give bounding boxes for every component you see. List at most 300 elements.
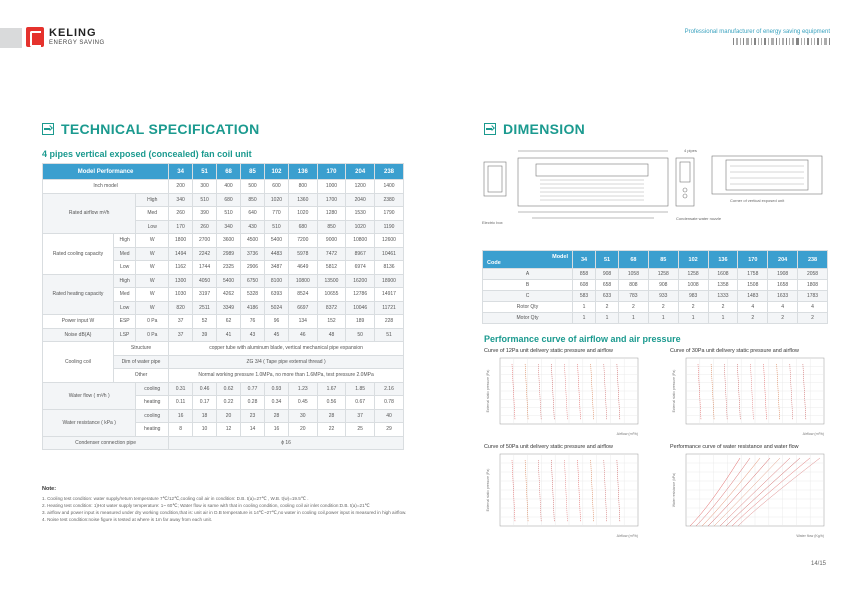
table-cell: 908 xyxy=(596,269,619,280)
table-cell: 2040 xyxy=(346,193,375,207)
table-row xyxy=(483,269,828,280)
barcode-stripe xyxy=(761,38,762,45)
table-cell: 8100 xyxy=(264,274,288,288)
note-item: 1. Cooling test condition: water supply/return temperature 7℃/12℃,cooling coil air in condition: D.B. t(a)=27℃ , W.B. t(w)=19.5℃ . xyxy=(42,495,309,501)
chart-title: Curve of 50Pa unit delivery static pressure and airflow xyxy=(484,444,613,450)
header-accent-bar xyxy=(0,28,22,48)
column-header: 85 xyxy=(648,251,678,269)
table-cell: 14917 xyxy=(375,288,404,302)
table-cell: 1258 xyxy=(678,269,708,280)
table-row xyxy=(43,382,404,396)
table-cell: Rated airflow m³/h xyxy=(43,193,136,234)
arrow-right-icon xyxy=(42,123,54,135)
table-cell: 0.62 xyxy=(217,382,241,396)
table-cell: 48 xyxy=(317,328,346,342)
curve-line xyxy=(617,460,620,522)
barcode-stripe xyxy=(764,38,766,45)
table-cell: 2700 xyxy=(193,234,217,248)
table-cell: 20 xyxy=(217,409,241,423)
table-cell: 28 xyxy=(264,409,288,423)
barcode-stripe xyxy=(821,38,822,45)
table-cell: 1258 xyxy=(648,269,678,280)
barcode-stripe xyxy=(792,38,794,45)
table-cell: 1020 xyxy=(288,207,317,221)
table-cell: 510 xyxy=(217,207,241,221)
table-cell: 37 xyxy=(169,315,193,329)
barcode-stripe xyxy=(801,38,802,45)
table-cell: 3349 xyxy=(217,301,241,315)
dimension-drawing xyxy=(480,146,830,238)
chart-50pa xyxy=(484,444,644,538)
table-cell: 10046 xyxy=(346,301,375,315)
table-cell: 633 xyxy=(596,291,619,302)
table-cell: 2380 xyxy=(375,193,404,207)
table-cell: ESP xyxy=(113,315,135,329)
table-cell: Med xyxy=(113,288,135,302)
table-cell: 1530 xyxy=(346,207,375,221)
curve-line xyxy=(698,364,701,420)
table-cell: 858 xyxy=(573,269,596,280)
table-cell: 300 xyxy=(193,180,217,194)
column-header: 170 xyxy=(738,251,768,269)
table-cell: 1000 xyxy=(317,180,346,194)
dimension-heading xyxy=(484,121,585,137)
table-cell: 1.85 xyxy=(346,382,375,396)
curve-line xyxy=(551,460,554,522)
table-cell: 0.34 xyxy=(264,396,288,410)
table-cell: 152 xyxy=(317,315,346,329)
table-cell: Med xyxy=(113,247,135,261)
barcode-stripe xyxy=(733,38,734,45)
table-cell: 1190 xyxy=(375,220,404,234)
barcode-stripe xyxy=(746,38,749,45)
axis-label: Airflow (m³/h) xyxy=(616,432,638,436)
table-cell: 5400 xyxy=(264,234,288,248)
table-cell: 260 xyxy=(169,207,193,221)
table-cell: 0.56 xyxy=(317,396,346,410)
column-header: 102 xyxy=(264,164,288,180)
table-cell: C xyxy=(483,291,573,302)
table-cell: 1783 xyxy=(798,291,828,302)
table-cell: Low xyxy=(136,220,169,234)
column-header: 238 xyxy=(798,251,828,269)
table-cell: 12 xyxy=(217,423,241,437)
table-cell: 808 xyxy=(619,280,649,291)
table-cell: 39 xyxy=(193,328,217,342)
table-cell: 134 xyxy=(288,315,317,329)
table-cell: 2325 xyxy=(217,261,241,275)
column-header: 238 xyxy=(375,164,404,180)
table-cell: 4262 xyxy=(217,288,241,302)
table-cell: 4 xyxy=(798,302,828,313)
table-cell: 37 xyxy=(346,409,375,423)
column-header: 51 xyxy=(596,251,619,269)
table-cell: 1162 xyxy=(169,261,193,275)
table-cell: 1.67 xyxy=(317,382,346,396)
table-cell: 37 xyxy=(169,328,193,342)
curve-line xyxy=(790,364,793,420)
table-cell: 0.28 xyxy=(241,396,265,410)
curve-line xyxy=(714,458,780,526)
table-cell: 820 xyxy=(169,301,193,315)
table-cell: High xyxy=(136,193,169,207)
table-cell: 1494 xyxy=(169,247,193,261)
table-cell: 1744 xyxy=(193,261,217,275)
table-cell: 10 xyxy=(193,423,217,437)
table-cell: 1030 xyxy=(169,288,193,302)
table-cell: 908 xyxy=(648,280,678,291)
table-row xyxy=(43,409,404,423)
barcode-stripe xyxy=(804,38,805,45)
table-cell: 510 xyxy=(264,220,288,234)
table-cell: Power input W xyxy=(43,315,114,329)
table-cell: 850 xyxy=(317,220,346,234)
table-cell: 770 xyxy=(264,207,288,221)
table-cell: 1400 xyxy=(375,180,404,194)
table-cell: heating xyxy=(136,423,169,437)
column-header: 204 xyxy=(346,164,375,180)
table-cell: 510 xyxy=(193,193,217,207)
barcode-stripe xyxy=(768,38,769,45)
table-cell: 0.93 xyxy=(264,382,288,396)
chart-title: Curve of 12Pa unit delivery static pressure and airflow xyxy=(484,348,613,354)
table-cell: 5978 xyxy=(288,247,317,261)
table-cell: 1658 xyxy=(768,280,798,291)
curve-line xyxy=(604,364,607,420)
axis-label: Water resistance (kPa) xyxy=(672,472,676,508)
column-header: 51 xyxy=(193,164,217,180)
table-cell: 1483 xyxy=(738,291,768,302)
table-cell: 16200 xyxy=(346,274,375,288)
table-cell: 2 xyxy=(619,302,649,313)
table-cell: 8524 xyxy=(288,288,317,302)
table-cell: 340 xyxy=(217,220,241,234)
barcode-stripe xyxy=(786,38,787,45)
table-cell: 6750 xyxy=(241,274,265,288)
table-cell: 12600 xyxy=(375,234,404,248)
note-item: 4. Noise test condition:noise figure is tested at where is 1m far away from each unit. xyxy=(42,516,213,522)
table-cell: 583 xyxy=(573,291,596,302)
table-cell: 10461 xyxy=(375,247,404,261)
table-cell: 8136 xyxy=(375,261,404,275)
curve-line xyxy=(551,364,554,420)
table-row xyxy=(483,313,828,324)
curve-line xyxy=(750,364,753,420)
table-cell: 4 xyxy=(738,302,768,313)
table-cell: Motor Qty xyxy=(483,313,573,324)
column-header: 34 xyxy=(169,164,193,180)
table-cell: 1358 xyxy=(708,280,738,291)
axis-label: External static pressure (Pa) xyxy=(486,369,490,413)
table-cell: 51 xyxy=(375,328,404,342)
table-cell: 260 xyxy=(193,220,217,234)
table-row xyxy=(43,274,404,288)
table-cell: 1608 xyxy=(708,269,738,280)
table-cell: 2 xyxy=(648,302,678,313)
table-cell: 5400 xyxy=(217,274,241,288)
barcode-stripe xyxy=(758,38,759,45)
barcode-stripe xyxy=(736,38,738,45)
table-cell: 1 xyxy=(648,313,678,324)
barcode-stripe xyxy=(811,38,812,45)
dimension-table xyxy=(482,250,828,324)
table-cell: 500 xyxy=(241,180,265,194)
table-cell: 0 Pa xyxy=(136,328,169,342)
table-cell: 1200 xyxy=(346,180,375,194)
spec-subtitle: 4 pipes vertical exposed (concealed) fan coil unit xyxy=(42,149,252,159)
table-cell: 0.22 xyxy=(217,396,241,410)
table-cell: 228 xyxy=(375,315,404,329)
curve-line xyxy=(724,364,727,420)
table-cell: 8372 xyxy=(317,301,346,315)
column-header: 68 xyxy=(619,251,649,269)
axis-label: External static pressure (Pa) xyxy=(672,369,676,413)
table-cell: W xyxy=(136,234,169,248)
table-cell: Normal working pressure 1.0MPa, no more than 1.6MPa, test pressure 2.0MPa xyxy=(169,369,404,383)
table-cell: 16 xyxy=(264,423,288,437)
barcode-stripe xyxy=(829,38,830,45)
tech-spec-title: TECHNICAL SPECIFICATION xyxy=(61,121,260,137)
table-cell: 2989 xyxy=(217,247,241,261)
table-cell: 62 xyxy=(217,315,241,329)
table-cell: 170 xyxy=(169,220,193,234)
table-cell: 658 xyxy=(596,280,619,291)
table-cell: 1633 xyxy=(768,291,798,302)
table-cell: 3197 xyxy=(193,288,217,302)
table-cell: 4186 xyxy=(241,301,265,315)
curve-line xyxy=(604,460,607,522)
table-cell: 933 xyxy=(648,291,678,302)
table-cell: 1300 xyxy=(169,274,193,288)
keling-logo-icon xyxy=(26,27,44,47)
table-cell: 23 xyxy=(241,409,265,423)
curve-line xyxy=(512,364,515,420)
brand-name: KELING xyxy=(49,27,97,39)
table-cell: 0.11 xyxy=(169,396,193,410)
note-item: 3. airflow and power input is measured under dry working condition,that is: unit air in D.B temperature is 14℃~27℃,no water in cooling coil,power input is measured in high airflow. xyxy=(42,509,407,515)
curve-line xyxy=(696,458,750,526)
table-cell: 1360 xyxy=(288,193,317,207)
table-row xyxy=(483,291,828,302)
brand-logo xyxy=(26,27,105,47)
curve-line xyxy=(738,458,820,526)
table-cell: 41 xyxy=(217,328,241,342)
table-cell: 6697 xyxy=(288,301,317,315)
table-cell: 0.46 xyxy=(193,382,217,396)
table-cell: 1280 xyxy=(317,207,346,221)
table-cell: 10655 xyxy=(317,288,346,302)
table-cell: 1808 xyxy=(798,280,828,291)
table-cell: 96 xyxy=(264,315,288,329)
drawing-label: Electric box xyxy=(482,220,503,225)
chart-title: Curve of 30Pa unit delivery static pressure and airflow xyxy=(670,348,799,354)
drawing-label: Condensate water nozzle xyxy=(676,216,722,221)
table-cell: 14 xyxy=(241,423,265,437)
table-cell: 76 xyxy=(241,315,265,329)
table-cell: Inch model xyxy=(43,180,169,194)
table-cell: 16 xyxy=(169,409,193,423)
table-cell: Water flow ( m³/h ) xyxy=(43,382,136,409)
table-cell: 1020 xyxy=(264,193,288,207)
table-cell: 6974 xyxy=(346,261,375,275)
table-cell: W xyxy=(136,301,169,315)
table-cell: 2 xyxy=(596,302,619,313)
table-cell: 2511 xyxy=(193,301,217,315)
table-cell: 2.16 xyxy=(375,382,404,396)
table-cell: 4649 xyxy=(288,261,317,275)
table-cell: 0.78 xyxy=(375,396,404,410)
table-cell: 1 xyxy=(573,302,596,313)
table-cell: 4500 xyxy=(241,234,265,248)
notes-title: Note: xyxy=(42,486,57,492)
brand-tagline: Professional manufacturer of energy saving equipment xyxy=(684,29,830,35)
table-cell: cooling xyxy=(136,409,169,423)
axis-label: Airflow (m³/h) xyxy=(802,432,824,436)
table-cell: 5812 xyxy=(317,261,346,275)
table-cell: 2242 xyxy=(193,247,217,261)
brand-sub: ENERGY SAVING xyxy=(49,40,105,46)
table-cell: 2 xyxy=(798,313,828,324)
code-model-header xyxy=(483,251,573,269)
barcode-stripe xyxy=(740,38,741,45)
table-cell: 640 xyxy=(241,207,265,221)
table-row xyxy=(483,302,828,313)
notes xyxy=(42,485,412,523)
table-cell: 45 xyxy=(264,328,288,342)
table-cell: 1800 xyxy=(169,234,193,248)
barcode-stripe xyxy=(817,38,819,45)
table-cell: 12786 xyxy=(346,288,375,302)
table-cell: Other xyxy=(113,369,168,383)
table-cell: 600 xyxy=(264,180,288,194)
table-row xyxy=(483,280,828,291)
code-label: Code xyxy=(487,259,501,266)
table-cell: 2 xyxy=(768,313,798,324)
table-cell: 680 xyxy=(288,220,317,234)
table-cell: 18900 xyxy=(375,274,404,288)
curve-line xyxy=(538,460,541,522)
arrow-right-icon xyxy=(484,123,496,135)
table-cell: 3487 xyxy=(264,261,288,275)
table-cell: 10800 xyxy=(288,274,317,288)
table-cell: 983 xyxy=(678,291,708,302)
table-cell: 0.67 xyxy=(346,396,375,410)
chart-30pa xyxy=(670,348,830,438)
tech-spec-heading xyxy=(42,121,260,137)
table-cell: Rated cooling capacity xyxy=(43,234,114,275)
table-cell: 1758 xyxy=(738,269,768,280)
chart-title: Performance curve of water resistance and water flow xyxy=(670,444,799,450)
curve-line xyxy=(732,458,810,526)
table-cell: W xyxy=(136,274,169,288)
table-cell: Structure xyxy=(113,342,168,356)
table-cell: 1508 xyxy=(738,280,768,291)
table-cell: 13500 xyxy=(317,274,346,288)
column-header: 170 xyxy=(317,164,346,180)
table-cell: 28 xyxy=(317,409,346,423)
table-cell: 5024 xyxy=(264,301,288,315)
table-cell: 9000 xyxy=(317,234,346,248)
table-row xyxy=(43,342,404,356)
table-row xyxy=(43,436,404,450)
table-cell: Noise dB(A) xyxy=(43,328,114,342)
table-row xyxy=(43,180,404,194)
table-cell: 0.45 xyxy=(288,396,317,410)
curve-line xyxy=(777,364,780,420)
model-label: Model xyxy=(552,253,568,260)
table-cell: 25 xyxy=(346,423,375,437)
barcode-stripe xyxy=(776,38,777,45)
column-header: 136 xyxy=(708,251,738,269)
table-cell: Low xyxy=(113,261,135,275)
curve-line xyxy=(512,460,515,522)
table-cell: 1058 xyxy=(619,269,649,280)
chart-12pa xyxy=(484,348,644,438)
table-cell: 4 xyxy=(768,302,798,313)
table-cell: Dim of water pipe xyxy=(113,355,168,369)
table-cell: 43 xyxy=(241,328,265,342)
table-cell: 8967 xyxy=(346,247,375,261)
chart-water-resistance xyxy=(670,444,830,538)
table-cell: 50 xyxy=(346,328,375,342)
note-item: 2. Heating test condition: 1)Hot water supply temperature: 1~ 60℃; Water flow is same with that in cooling condition, cooling coil air inlet condition:D.B. t(a)=21℃ xyxy=(42,502,370,508)
table-cell: 1 xyxy=(678,313,708,324)
table-cell: High xyxy=(113,274,135,288)
table-cell: B xyxy=(483,280,573,291)
table-cell: 6393 xyxy=(264,288,288,302)
axis-label: Airflow (m³/h) xyxy=(616,534,638,538)
table-cell: 2 xyxy=(708,302,738,313)
curve-line xyxy=(591,460,594,522)
table-cell: W xyxy=(136,261,169,275)
curve-line xyxy=(764,364,767,420)
curve-line xyxy=(803,364,806,420)
barcode-stripe xyxy=(807,38,809,45)
table-cell: 680 xyxy=(217,193,241,207)
table-cell: 1.23 xyxy=(288,382,317,396)
curve-line xyxy=(538,364,541,420)
table-cell: 340 xyxy=(169,193,193,207)
table-cell: 18 xyxy=(193,409,217,423)
barcode-stripe xyxy=(743,38,744,45)
column-header: 204 xyxy=(768,251,798,269)
barcode-stripe xyxy=(754,38,756,45)
table-cell: Cooling coil xyxy=(43,342,114,383)
table-cell: 1 xyxy=(573,313,596,324)
column-header: 136 xyxy=(288,164,317,180)
table-cell: 10800 xyxy=(346,234,375,248)
chart-30pa-plot xyxy=(670,356,830,438)
chart-water-plot xyxy=(670,452,830,540)
table-cell: 0.77 xyxy=(241,382,265,396)
curve-line xyxy=(578,460,581,522)
table-cell: 8 xyxy=(169,423,193,437)
table-cell: Condenser connection pipe xyxy=(43,436,169,450)
table-cell: 11721 xyxy=(375,301,404,315)
table-cell: W xyxy=(136,288,169,302)
table-cell: 1333 xyxy=(708,291,738,302)
table-cell: cooling xyxy=(136,382,169,396)
table-cell: 2 xyxy=(738,313,768,324)
drawing-label: 4 pipes xyxy=(684,148,697,153)
table-cell: 400 xyxy=(217,180,241,194)
curve-line xyxy=(617,364,620,420)
spec-table xyxy=(42,163,404,450)
dimension-title: DIMENSION xyxy=(503,121,586,137)
barcode-stripe xyxy=(796,38,799,45)
curve-line xyxy=(702,458,760,526)
table-cell: 1020 xyxy=(346,220,375,234)
